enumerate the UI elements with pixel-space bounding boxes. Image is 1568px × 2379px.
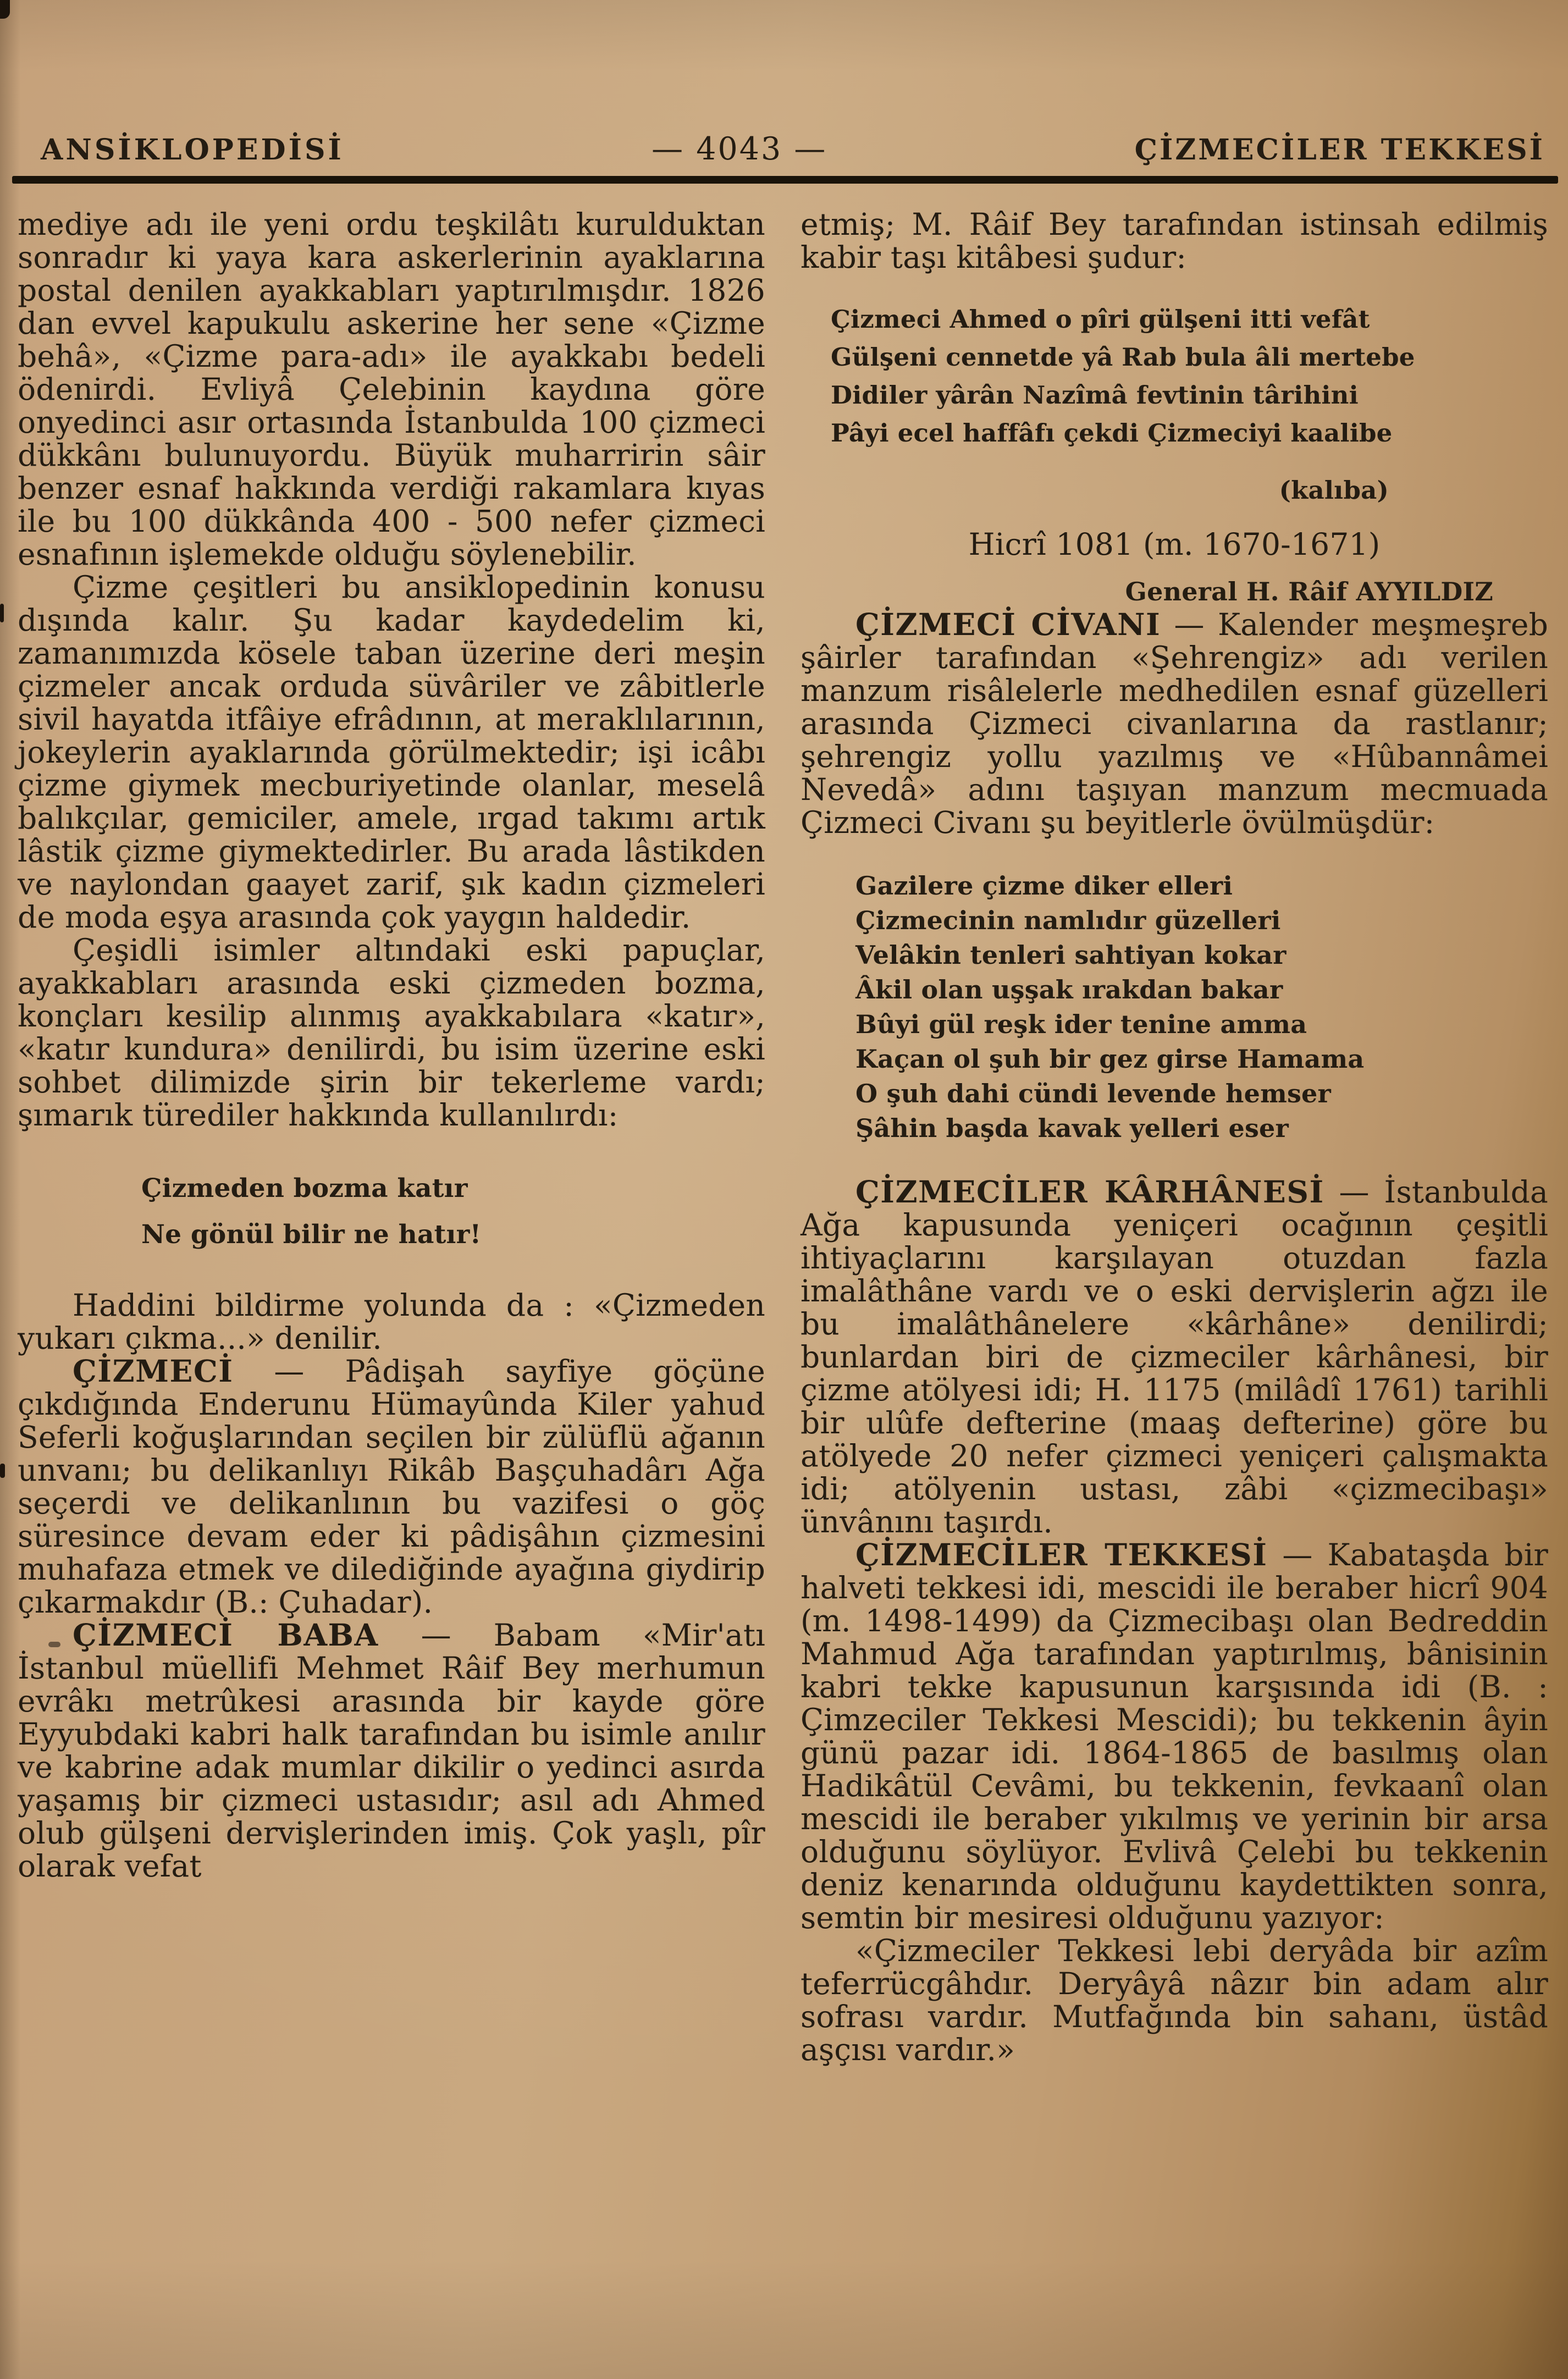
- entry-paragraph: [18, 1355, 765, 1619]
- ink-speck: [48, 1642, 60, 1647]
- right-column: [800, 208, 1548, 2066]
- paragraph: [18, 1289, 765, 1355]
- left-column: [18, 208, 765, 1883]
- paragraph-text: — Kabataşda bir halveti tekkesi idi, mescidi ile beraber hicrî 904 (m. 1498-1499) da Çizmecibaşı olan Bedreddin Mahmud Ağa tarafından yaptırılmış, bânisinin kabri tekke kapusunun karşısında idi (B. : Çimzeciler Tekkesi Mescidi); bu tekkenin âyin günü pazar idi. 1864-1865 de basılmış olan Hadikâtül Cevâmi, bu tekkenin, fevkaanî olan mescidi ile beraber yıkılmış ve yerinin bir arsa olduğunu söylüyor. Evlivâ Çelebi bu tekkenin deniz kenarında olduğunu kaydettikten sonra, semtin bir mesiresi olduğunu yazıyor:: [800, 1537, 1548, 1935]
- verse-line: Âkil olan uşşak ırakdan bakar: [855, 975, 1283, 1004]
- header-publication-title: ANSİKLOPEDİSİ: [41, 133, 344, 167]
- verse-line: Çizmeden bozma katır: [141, 1173, 468, 1204]
- paragraph-text: Haddini bildirme yolunda da : «Çizmeden yukarı çıkma...» denilir.: [18, 1288, 765, 1356]
- entry-paragraph: [18, 1619, 765, 1883]
- paragraph-text: Çeşidli isimler altındaki eski papuçlar, ayakkabları arasında eski çizmeden bozma, konçları kesilip alınmış ayakkabılara «katır», «katır kundura» denilirdi, bu isim üzerine eski sohbet dilimizde şirin bir tekerleme vardı; şımarık türediler hakkında kullanılırdı:: [18, 932, 765, 1133]
- entry-headword: ÇİZMECİLER TEKKESİ: [855, 1537, 1268, 1572]
- entry-paragraph: [800, 1538, 1548, 1934]
- verse-line: Bûyi gül reşk ider tenine amma: [855, 1009, 1307, 1039]
- verse-block: [831, 300, 1548, 452]
- paragraph-text: — İstanbulda Ağa kapusunda yeniçeri ocağının çeşitli ihtiyaçlarını karşılayan otuzdan fazla imalâthâne vardı ve o eski dervişlerin ağzı ile bu imalâthânelere «kârhâne» denilirdi; bunlardan biri de çizmeciler kârhânesi, bir çizme atölyesi idi; H. 1175 (milâdî 1761) tarihli bir ulûfe defterine (maaş defterine) göre bu atölyede 20 nefer çizmeci yeniçeri çalışmakta idi; atölyenin ustası, zâbi «çizmecibaşı» ünvânını taşırdı.: [800, 1174, 1549, 1539]
- paragraph: [800, 1934, 1548, 2066]
- paragraph-text: — Kalender meşmeşreb şâirler tarafından «Şehrengiz» adı verilen manzum risâlelerle medhedilen esnaf güzelleri arasında Çizmeci civanlarına da rastlanır; şehrengiz yollu yazılmış ve «Hûbannâmei Nevedâ» adını taşıyan manzum mecmuada Çizmeci Civanı şu beyitlerle övülmüşdür:: [800, 607, 1548, 840]
- header-page-number: — 4043 —: [652, 131, 827, 167]
- entry-paragraph: [800, 608, 1548, 839]
- verse-line: Çizmecinin namlıdır güzelleri: [855, 906, 1281, 935]
- verse-line: Gazilere çizme diker elleri: [855, 871, 1233, 901]
- verse-line: Ne gönül bilir ne hatır!: [141, 1219, 482, 1250]
- verse-line: Şâhin başda kavak yelleri eser: [855, 1113, 1289, 1143]
- verse-block: [141, 1166, 765, 1258]
- text-columns: [0, 184, 1568, 2066]
- author-signature: General H. Râif AYYILDIZ: [1125, 577, 1493, 606]
- header-divider-rule: [12, 176, 1558, 184]
- page-header: [0, 0, 1568, 167]
- verse-line: Pâyi ecel haffâfı çekdi Çizmeciyi kaalibe: [831, 418, 1393, 448]
- paragraph: [18, 208, 765, 571]
- paragraph-text: — Pâdişah sayfiye göçüne çıkdığında Enderunu Hümayûnda Kiler yahud Seferli koğuşlarından seçilen bir zülüflü ağanın unvanı; bu delikanlıyı Rikâb Başçuhadârı Ağa seçerdi ve delikanlının bu vazifesi o göç süresince devam eder ki pâdişâhın çizmesini muhafaza etmek ve dilediğinde ayağına giydirip çıkarmakdır (B.: Çuhadar).: [18, 1354, 766, 1620]
- date-line: Hicrî 1081 (m. 1670-1671): [968, 527, 1381, 562]
- entry-headword: ÇİZMECİLER KÂRHÂNESİ: [855, 1174, 1324, 1210]
- entry-paragraph: [800, 1175, 1548, 1538]
- entry-headword: ÇİZMECİ: [73, 1353, 234, 1389]
- paragraph: [18, 571, 765, 934]
- scan-edge-smudge: [0, 0, 10, 19]
- paragraph-text: Çizme çeşitleri bu ansiklopedinin konusu dışında kalır. Şu kadar kaydedelim ki, zamanımızda kösele taban üzerine deri meşin çizmeler ancak orduda süvâriler ve zâbitlerle sivil hayatda itfâiye efrâdının, at meraklılarının, jokeylerin ayaklarında görülmektedir; işi icâbı çizme giymek mecburiyetinde olanlar, meselâ balıkçılar, gemiciler, amele, ırgad takımı artık lâstik çizme giymektedirler. Bu arada lâstikden ve naylondan gaayet zarif, şık kadın çizmeleri de moda eşya arasında çok yaygın haldedir.: [18, 570, 765, 935]
- verse-line: O şuh dahi cündi levende hemser: [855, 1079, 1331, 1108]
- paragraph-text: — Babam «Mir'atı İstanbul müellifi Mehmet Râif Bey merhumun evrâkı metrûkesi arasında bir kayde göre Eyyubdaki kabri halk tarafından bu isimle anılır ve kabrine adak mumlar dikilir o yedinci asırda yaşamış bir çizmeci ustasıdır; asıl adı Ahmed olub gülşeni dervişlerinden imiş. Çok yaşlı, pîr olarak vefat: [18, 1618, 765, 1884]
- paragraph-text: mediye adı ile yeni ordu teşkilâtı kurulduktan sonradır ki yaya kara askerlerinin ayaklarına postal denilen ayakkabları yaptırılmışdır. 1826 dan evvel kapukulu askerine her sene «Çizme behâ», «Çizme para-adı» ile ayakkabı bedeli ödenirdi. Evliyâ Çelebinin kaydına göre onyedinci asır ortasında İstanbulda 100 çizmeci dükkânı bulunuyordu. Büyük muharririn sâir benzer esnaf hakkında verdiği rakamlara kıyas ile bu 100 dükkânda 400 - 500 nefer çizmeci esnafının işlemekde olduğu söylenebilir.: [18, 207, 765, 572]
- paragraph-text: «Çizmeciler Tekkesi lebi deryâda bir azîm teferrücgâhdır. Deryâyâ nâzır bin adam alır sofrası vardır. Mutfağında bin sahanı, üstâd aşçısı vardır.»: [800, 1933, 1548, 2067]
- paragraph: [800, 208, 1548, 274]
- verse-line: Gülşeni cennetde yâ Rab bula âli mertebe: [831, 343, 1415, 372]
- paragraph: [18, 934, 765, 1131]
- verse-line: Kaçan ol şuh bir gez girse Hamama: [855, 1044, 1365, 1074]
- verse-line: Didiler yârân Nazîmâ fevtinin târihini: [831, 380, 1359, 410]
- header-running-title: ÇİZMECİLER TEKKESİ: [1134, 133, 1545, 167]
- ink-speck: [0, 1464, 5, 1478]
- verse-line: Çizmeci Ahmed o pîri gülşeni itti vefât: [831, 305, 1370, 334]
- verse-block: [855, 869, 1548, 1146]
- entry-headword: ÇİZMECİ CİVANI: [855, 606, 1161, 642]
- kaliba-note: (kalıba): [1279, 476, 1389, 505]
- paragraph-text: etmiş; M. Râif Bey tarafından istinsah edilmiş kabir taşı kitâbesi şudur:: [800, 207, 1548, 275]
- verse-line: Velâkin tenleri sahtiyan kokar: [855, 940, 1287, 970]
- entry-headword: ÇİZMECİ BABA: [73, 1617, 379, 1653]
- ink-speck: [0, 604, 4, 622]
